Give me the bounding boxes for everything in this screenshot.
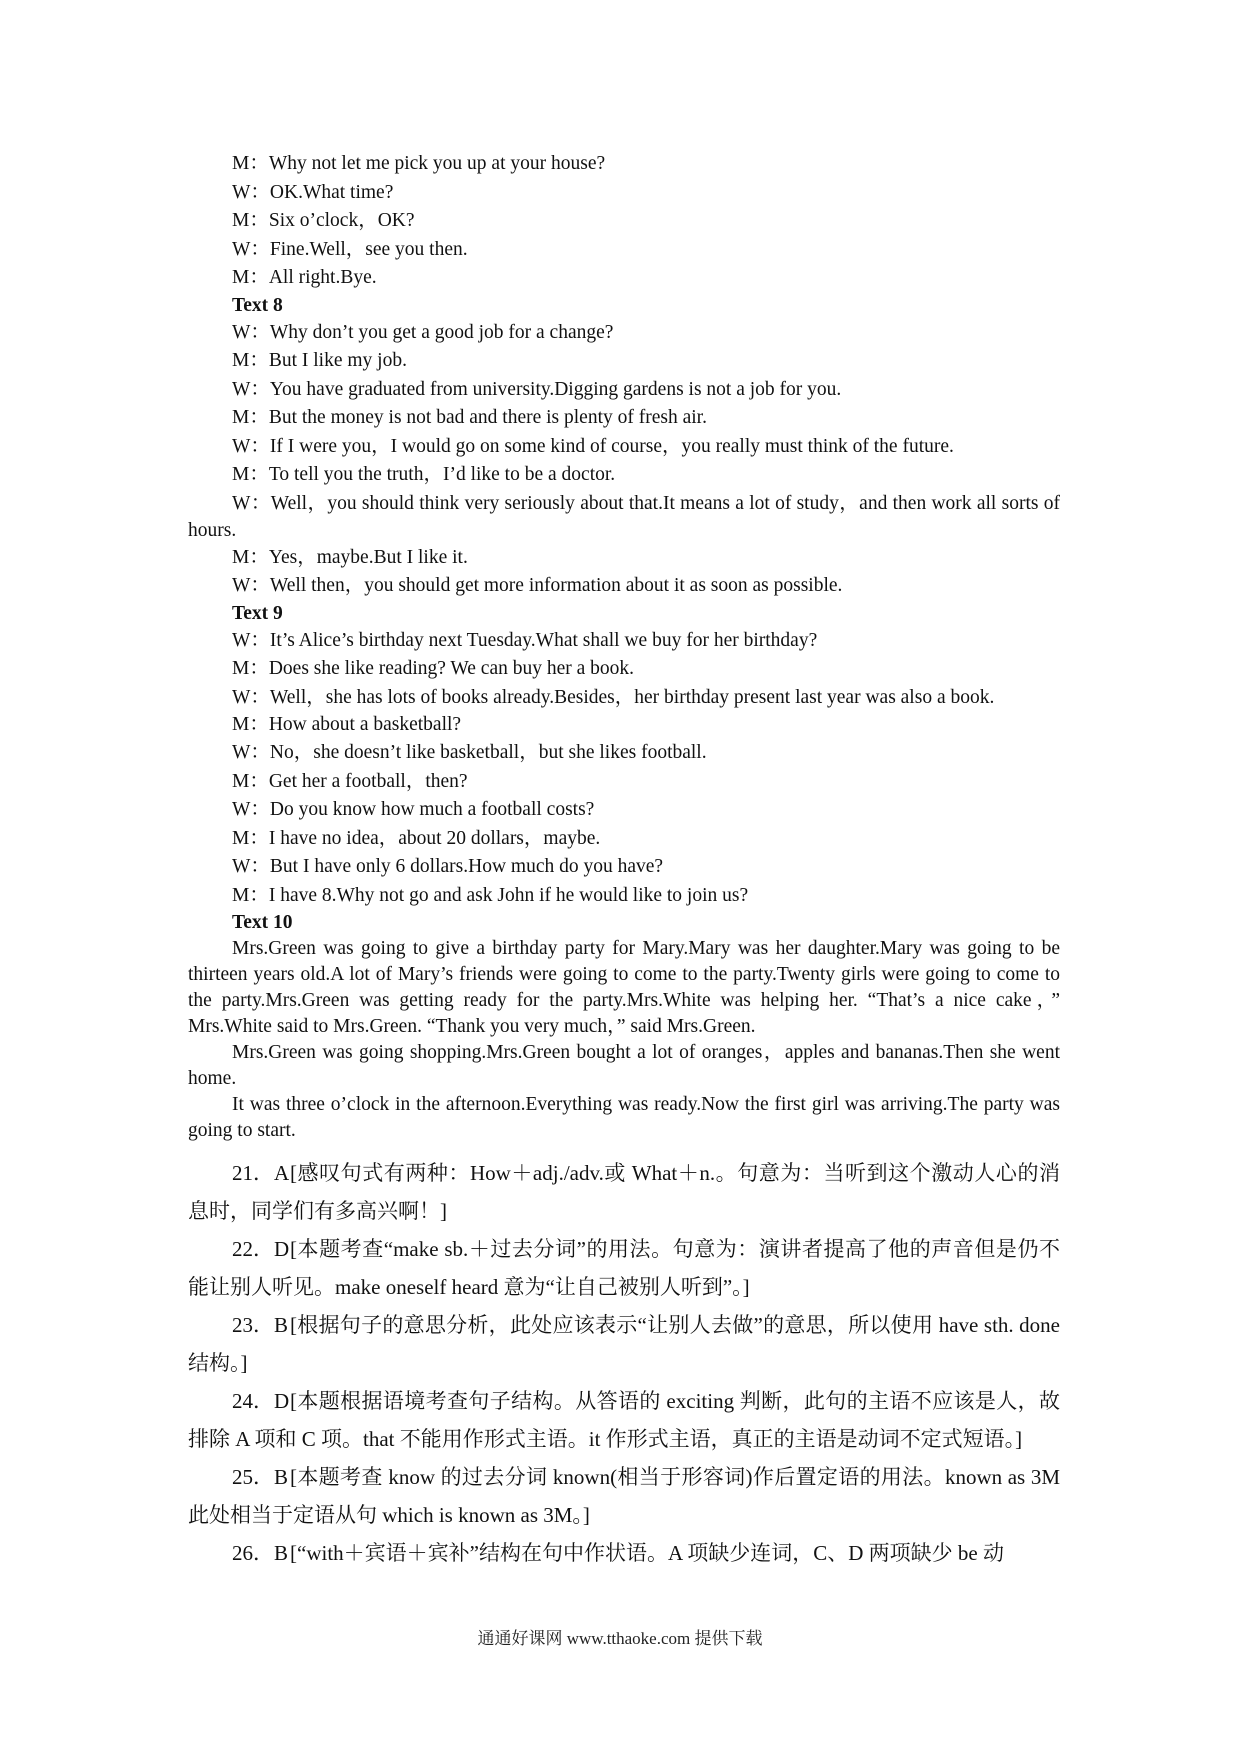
- line-text: To tell you the truth，I’d like to be a doctor.: [268, 464, 616, 485]
- passage-paragraph: Mrs.Green was going to give a birthday party for Mary.Mary was her daughter.Mary was going to be thirteen years old.A lot of Mary’s friends were going to come to the party.Twenty girls were going to come to the party.Mrs.Green was getting ready for the party.Mrs.White was helping her. “That’s a nice cake，” Mrs.White said to Mrs.Green. “Thank you very much，” said Mrs.Green.: [188, 938, 1060, 1037]
- dialog-line: [188, 711, 1060, 740]
- dialog-line: [188, 264, 1060, 293]
- speaker-label: W：: [232, 575, 270, 596]
- dialog-line: [188, 461, 1060, 490]
- page-content: [188, 150, 1060, 1572]
- section-heading: Text 8: [232, 294, 283, 316]
- line-text: Does she like reading? We can buy her a book.: [268, 658, 635, 679]
- dialog-line: [188, 236, 1060, 265]
- line-text: But I like my job.: [268, 350, 407, 371]
- dialog-line: [188, 627, 1060, 656]
- dialog-line: [188, 768, 1060, 797]
- line-text: No，she doesn’t like basketball，but she likes football.: [269, 742, 707, 763]
- dialog-line: [188, 150, 1060, 179]
- answer-item: [188, 1230, 1060, 1306]
- dialog-line: [188, 882, 1060, 911]
- answer-number: 25．B: [232, 1465, 289, 1489]
- page-footer: 通通好课网 www.tthaoke.com 提供下载: [477, 1629, 763, 1648]
- line-text: Do you know how much a football costs?: [269, 799, 595, 820]
- dialog-line-wrapped: W：Well，she has lots of books already.Besides，her birthday present last year was also a book.: [232, 686, 995, 708]
- speaker-label: W：: [232, 742, 270, 763]
- line-text: If I were you，I would go on some kind of course，you really must think of the future.: [269, 435, 954, 457]
- text9-section: [188, 601, 1060, 911]
- speaker-label: M：: [232, 546, 269, 568]
- section-heading: Text 9: [232, 602, 283, 624]
- answer-explanation: [感叹句式有两种：How＋adj./adv.或 What＋n.。句意为：当听到这个激动人心的消息时，同学们有多高兴啊！]: [188, 1161, 1060, 1223]
- dialog-line: [188, 739, 1060, 768]
- answer-explanations: [188, 1154, 1060, 1572]
- dialog-line: [188, 376, 1060, 405]
- dialog-line: [188, 853, 1060, 882]
- answer-item: [188, 1154, 1060, 1230]
- line-text: Yes，maybe.But I like it.: [268, 546, 468, 568]
- answer-number: 23．B: [232, 1313, 289, 1337]
- speaker-label: M：: [232, 827, 269, 849]
- speaker-label: M：: [232, 770, 269, 792]
- line-text: It’s Alice’s birthday next Tuesday.What shall we buy for her birthday?: [269, 629, 818, 651]
- dialog-line: [188, 404, 1060, 433]
- dialog-line: [188, 179, 1060, 208]
- dialog-line: [188, 347, 1060, 376]
- speaker-label: M：: [232, 407, 269, 428]
- text10-section: [188, 910, 1060, 1144]
- answer-explanation: [本题根据语境考查句子结构。从答语的 exciting 判断，此句的主语不应该是人，故排除 A 项和 C 项。that 不能用作形式主语。it 作形式主语，真正的主语是动词不定式短语。]: [188, 1389, 1060, 1451]
- dialog-line: [188, 433, 1060, 462]
- answer-number: 21．A: [232, 1161, 290, 1185]
- dialog-line: [188, 796, 1060, 825]
- line-text: Fine.Well，see you then.: [269, 238, 468, 260]
- dialog-top: [188, 150, 1060, 293]
- dialog-line: [188, 544, 1060, 573]
- answer-number: 22．D: [232, 1237, 290, 1261]
- answer-item: [188, 1458, 1060, 1534]
- answer-item: [188, 1382, 1060, 1458]
- line-text: Why not let me pick you up at your house?: [268, 153, 606, 174]
- line-text: Well then，you should get more information about it as soon as possible.: [269, 575, 843, 596]
- speaker-label: M：: [232, 713, 269, 735]
- dialog-line: [188, 655, 1060, 684]
- answer-explanation: [本题考查“make sb.＋过去分词”的用法。句意为：演讲者提高了他的声音但是仍不能让别人听见。make oneself heard 意为“让自己被别人听到”。]: [188, 1237, 1060, 1299]
- passage-paragraph: Mrs.Green was going shopping.Mrs.Green bought a lot of oranges，apples and bananas.Then she went home.: [188, 1042, 1060, 1089]
- dialog-line: [188, 572, 1060, 601]
- line-text: I have 8.Why not go and ask John if he would like to join us?: [268, 884, 749, 906]
- answer-explanation: [“with＋宾语＋宾补”结构在句中作状语。A 项缺少连词，C、D 两项缺少 be 动: [290, 1541, 1004, 1565]
- speaker-label: W：: [232, 378, 270, 400]
- line-text: Six o’clock，OK?: [268, 210, 415, 231]
- answer-item: [188, 1534, 1060, 1572]
- answer-item: [188, 1306, 1060, 1382]
- speaker-label: W：: [232, 799, 270, 820]
- speaker-label: M：: [232, 658, 269, 679]
- passage-paragraph: It was three o’clock in the afternoon.Everything was ready.Now the first girl was arriving.The party was going to start.: [188, 1094, 1060, 1141]
- speaker-label: M：: [232, 153, 269, 174]
- speaker-label: W：: [232, 629, 270, 651]
- answer-explanation: [本题考查 know 的过去分词 known(相当于形容词)作后置定语的用法。known as 3M 此处相当于定语从句 which is known as 3M。]: [188, 1465, 1060, 1527]
- line-text: I have no idea，about 20 dollars，maybe.: [268, 827, 601, 849]
- answer-number: 26．B: [232, 1541, 289, 1565]
- section-heading: Text 10: [232, 912, 293, 933]
- speaker-label: W：: [232, 856, 270, 877]
- speaker-label: M：: [232, 884, 269, 906]
- dialog-line: [188, 207, 1060, 236]
- line-text: Get her a football，then?: [268, 770, 468, 792]
- text8-section: [188, 293, 1060, 601]
- line-text: OK.What time?: [269, 181, 394, 203]
- speaker-label: M：: [232, 267, 269, 288]
- line-text: You have graduated from university.Digging gardens is not a job for you.: [269, 378, 842, 400]
- speaker-label: M：: [232, 464, 269, 485]
- speaker-label: W：: [232, 435, 270, 457]
- line-text: Why don’t you get a good job for a change?: [269, 321, 614, 343]
- answer-number: 24．D: [232, 1389, 290, 1413]
- line-text: But the money is not bad and there is plenty of fresh air.: [268, 407, 707, 428]
- speaker-label: M：: [232, 210, 269, 231]
- speaker-label: W：: [232, 181, 270, 203]
- speaker-label: M：: [232, 350, 269, 371]
- line-text: All right.Bye.: [268, 267, 377, 288]
- dialog-line-wrapped: W：Well，you should think very seriously about that.It means a lot of study，and then work all sorts of hours.: [188, 492, 1060, 541]
- answer-explanation: [根据句子的意思分析，此处应该表示“让别人去做”的意思，所以使用 have sth. done 结构。]: [188, 1313, 1060, 1375]
- speaker-label: W：: [232, 321, 270, 343]
- dialog-line: [188, 825, 1060, 854]
- line-text: How about a basketball?: [268, 713, 462, 735]
- line-text: But I have only 6 dollars.How much do you have?: [269, 856, 664, 877]
- dialog-line: [188, 319, 1060, 348]
- speaker-label: W：: [232, 238, 270, 260]
